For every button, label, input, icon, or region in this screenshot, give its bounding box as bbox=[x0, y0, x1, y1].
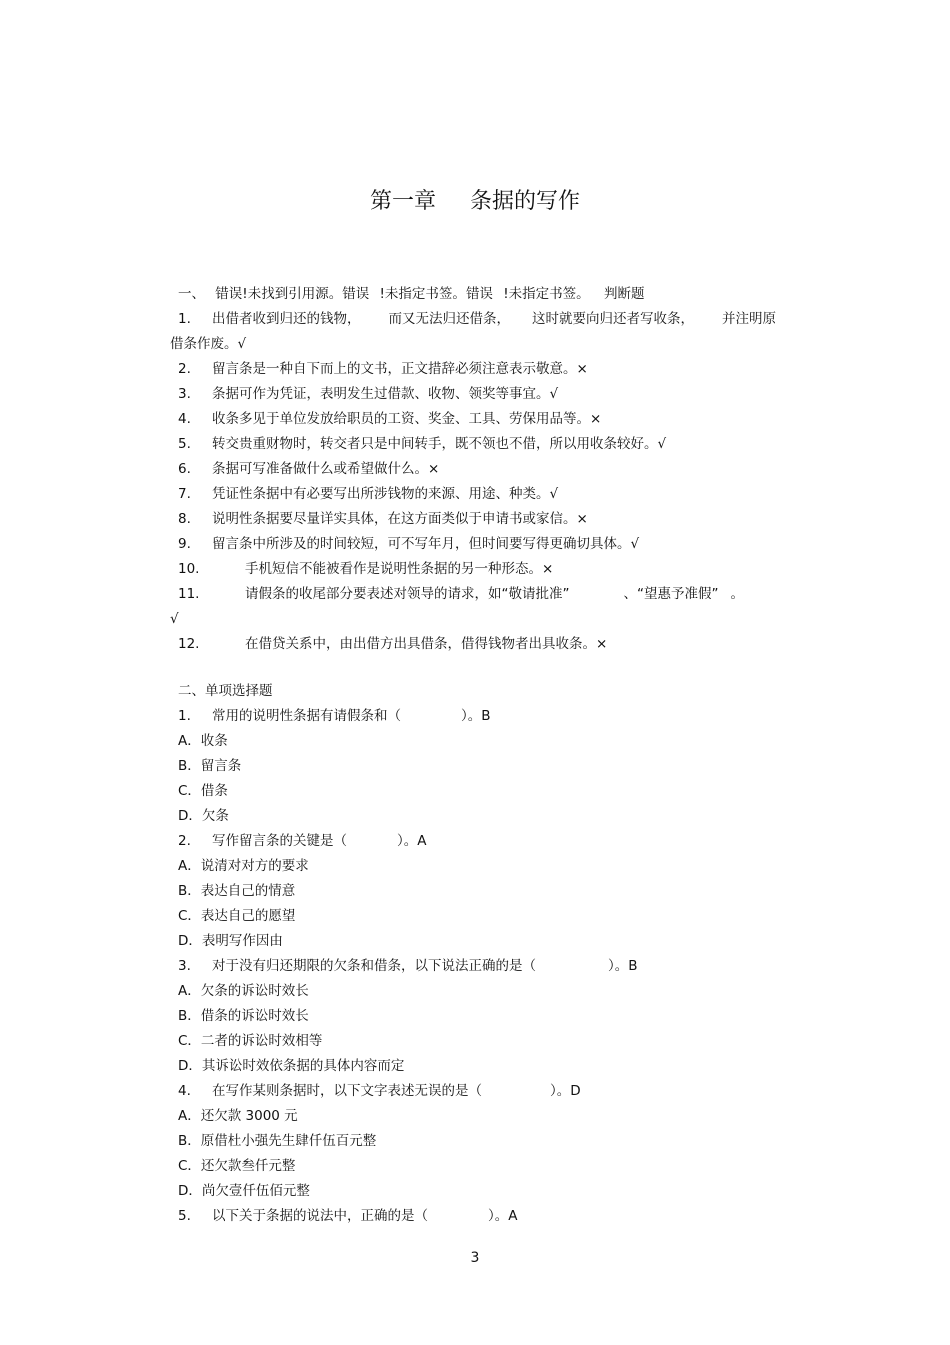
item-text: 凭证性条据中有必要写出所涉钱物的来源、用途、种类。√ bbox=[212, 486, 559, 502]
question-text: 常用的说明性条据有请假条和（ bbox=[212, 708, 401, 724]
question-number: 2. bbox=[178, 833, 191, 849]
item-text-continuation: √ bbox=[170, 611, 179, 627]
section-1-label: 一、 bbox=[178, 286, 205, 302]
question-text: 以下关于条据的说法中，正确的是（ bbox=[212, 1208, 428, 1224]
question-number: 3. bbox=[178, 958, 191, 974]
item-number: 11. bbox=[178, 586, 200, 602]
item-text-part: 请假条的收尾部分要表述对领导的请求，如“敬请批准” bbox=[245, 586, 570, 602]
section-1-title: 判断题 bbox=[603, 286, 645, 302]
item-text: 在借贷关系中，由出借方出具借条，借得钱物者出具收条。× bbox=[245, 636, 608, 652]
answer-text: ）。A bbox=[397, 833, 427, 849]
item-text: 说明性条据要尽量详实具体，在这方面类似于申请书或家信。× bbox=[212, 511, 588, 527]
item-text: 留言条中所涉及的时间较短，可不写年月，但时间要写得更确切具体。√ bbox=[212, 536, 640, 552]
tf-item bbox=[170, 432, 810, 457]
item-text-part: 。 bbox=[730, 586, 744, 602]
item-text: 转交贵重财物时，转交者只是中间转手，既不领也不借，所以用收条较好。√ bbox=[212, 436, 667, 452]
tf-item bbox=[170, 307, 810, 332]
tf-item bbox=[170, 407, 810, 432]
mc-option bbox=[170, 879, 810, 904]
answer-text: ）。A bbox=[488, 1208, 518, 1224]
item-text-continuation: 借条作废。√ bbox=[170, 336, 247, 352]
option-text: B．表达自己的情意 bbox=[178, 883, 296, 899]
mc-option bbox=[170, 1104, 810, 1129]
item-number: 10. bbox=[178, 561, 200, 577]
item-number: 3. bbox=[178, 386, 191, 402]
mc-question bbox=[170, 829, 810, 854]
option-text: C．还欠款叁仟元整 bbox=[178, 1158, 296, 1174]
question-text: 在写作某则条据时，以下文字表述无误的是（ bbox=[212, 1083, 482, 1099]
option-text: D．其诉讼时效依条据的具体内容而定 bbox=[178, 1058, 405, 1074]
question-number: 1. bbox=[178, 708, 191, 724]
section-2-header bbox=[170, 679, 810, 704]
option-text: A．说清对对方的要求 bbox=[178, 858, 309, 874]
mc-question bbox=[170, 1204, 810, 1229]
mc-option bbox=[170, 979, 810, 1004]
item-number: 4. bbox=[178, 411, 191, 427]
answer-text: ）。B bbox=[461, 708, 491, 724]
error-text-3b: !未指定书签。 bbox=[503, 286, 590, 302]
item-text-part: 、“望惠予准假” bbox=[623, 586, 719, 602]
error-text-2b: !未指定书签。 bbox=[379, 286, 466, 302]
question-number: 4. bbox=[178, 1083, 191, 1099]
item-number: 2. bbox=[178, 361, 191, 377]
tf-item bbox=[170, 582, 810, 607]
tf-item-continuation bbox=[170, 607, 810, 632]
mc-option bbox=[170, 1029, 810, 1054]
tf-item bbox=[170, 357, 810, 382]
mc-option bbox=[170, 1179, 810, 1204]
mc-option bbox=[170, 1129, 810, 1154]
mc-option bbox=[170, 754, 810, 779]
item-text-part: 出借者收到归还的钱物， bbox=[212, 311, 361, 327]
item-text-part: 而又无法归还借条， bbox=[388, 311, 510, 327]
error-text-2: 错误 bbox=[342, 286, 370, 302]
question-text: 对于没有归还期限的欠条和借条，以下说法正确的是（ bbox=[212, 958, 536, 974]
tf-item bbox=[170, 457, 810, 482]
chapter-name: 条据的写作 bbox=[470, 189, 581, 214]
mc-option bbox=[170, 854, 810, 879]
item-text: 收条多见于单位发放给职员的工资、奖金、工具、劳保用品等。× bbox=[212, 411, 602, 427]
tf-item-continuation bbox=[170, 332, 810, 357]
item-number: 9. bbox=[178, 536, 191, 552]
tf-item bbox=[170, 382, 810, 407]
item-number: 5. bbox=[178, 436, 191, 452]
mc-question bbox=[170, 954, 810, 979]
item-number: 7. bbox=[178, 486, 191, 502]
option-text: B．借条的诉讼时效长 bbox=[178, 1008, 309, 1024]
answer-text: ）。D bbox=[550, 1083, 581, 1099]
item-text: 条据可写准备做什么或希望做什么。× bbox=[212, 461, 440, 477]
mc-option bbox=[170, 929, 810, 954]
question-text: 写作留言条的关键是（ bbox=[212, 833, 347, 849]
option-text: A．欠条的诉讼时效长 bbox=[178, 983, 309, 999]
option-text: C．表达自己的愿望 bbox=[178, 908, 296, 924]
item-text-part: 这时就要向归还者写收条， bbox=[532, 311, 694, 327]
item-number: 1. bbox=[178, 311, 191, 327]
mc-option bbox=[170, 729, 810, 754]
option-text: C．借条 bbox=[178, 783, 228, 799]
mc-option bbox=[170, 1154, 810, 1179]
tf-item bbox=[170, 632, 810, 657]
content-area bbox=[170, 282, 810, 1229]
item-text: 条据可作为凭证，表明发生过借款、收物、领奖等事宜。√ bbox=[212, 386, 559, 402]
option-text: D．表明写作因由 bbox=[178, 933, 283, 949]
item-text: 手机短信不能被看作是说明性条据的另一种形态。× bbox=[245, 561, 554, 577]
option-text: B．原借杜小强先生肆仟伍百元整 bbox=[178, 1133, 377, 1149]
item-text: 留言条是一种自下而上的文书，正文措辞必须注意表示敬意。× bbox=[212, 361, 588, 377]
chapter-number: 第一章 bbox=[369, 189, 436, 214]
error-text-1: 错误!未找到引用源。 bbox=[215, 286, 343, 302]
tf-item bbox=[170, 482, 810, 507]
option-text: A．还欠款 3000 元 bbox=[178, 1108, 298, 1124]
mc-option bbox=[170, 904, 810, 929]
item-text-part: 并注明原 bbox=[722, 311, 776, 327]
tf-item bbox=[170, 532, 810, 557]
tf-item bbox=[170, 507, 810, 532]
mc-question bbox=[170, 704, 810, 729]
mc-question bbox=[170, 1079, 810, 1104]
item-number: 12. bbox=[178, 636, 200, 652]
item-number: 8. bbox=[178, 511, 191, 527]
question-number: 5. bbox=[178, 1208, 191, 1224]
mc-option bbox=[170, 1054, 810, 1079]
option-text: B．留言条 bbox=[178, 758, 242, 774]
mc-option bbox=[170, 1004, 810, 1029]
option-text: A．收条 bbox=[178, 733, 228, 749]
section-2-title: 二、单项选择题 bbox=[178, 683, 273, 699]
option-text: D．尚欠壹仟伍佰元整 bbox=[178, 1183, 310, 1199]
section-1-header bbox=[170, 282, 810, 307]
mc-option bbox=[170, 779, 810, 804]
page-number: 3 bbox=[470, 1250, 480, 1266]
answer-text: ）。B bbox=[608, 958, 638, 974]
option-text: D．欠条 bbox=[178, 808, 229, 824]
item-number: 6. bbox=[178, 461, 191, 477]
tf-item bbox=[170, 557, 810, 582]
option-text: C．二者的诉讼时效相等 bbox=[178, 1033, 323, 1049]
error-text-3: 错误 bbox=[465, 286, 493, 302]
chapter-title bbox=[0, 184, 950, 215]
mc-option bbox=[170, 804, 810, 829]
